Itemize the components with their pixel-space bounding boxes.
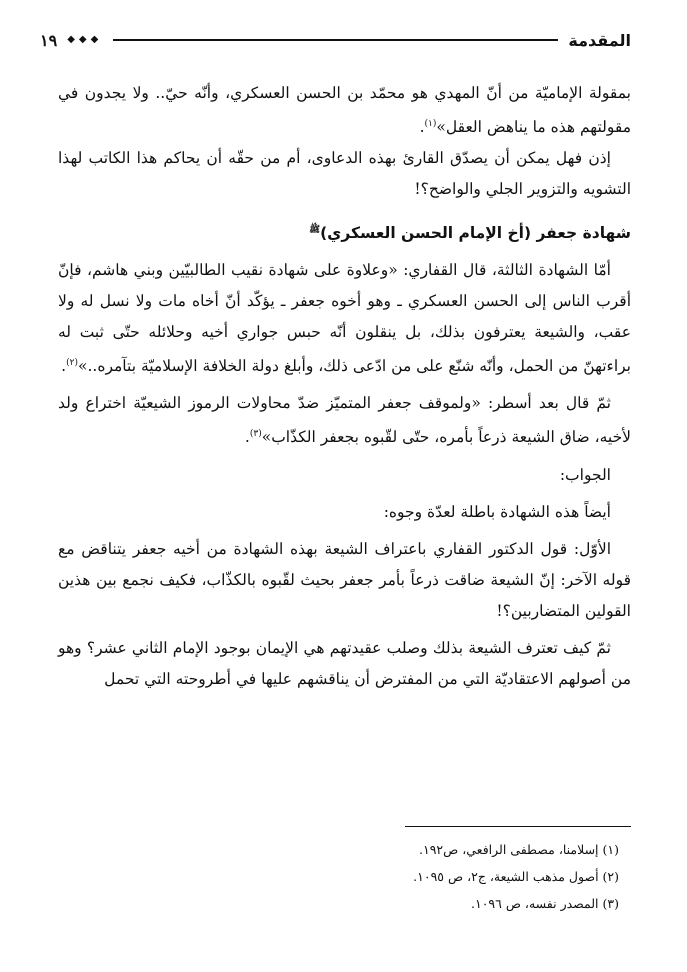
footnote: (١) إسلامنا، مصطفى الرافعي، ص١٩٢. — [419, 842, 619, 857]
paragraph: بمقولة الإماميّة من أنّ المهدي هو محمّد بن الحسن العسكري، وأنّه حيّ.. ولا يجدون في مقولتهم هذه ما يناهض العقل»$^{(١)}$. — [58, 84, 631, 137]
paragraph: ثمّ كيف تعترف الشيعة بذلك وصلب عقيدتهم هي الإيمان بوجود الإمام الثاني عشر؟ وهو من أصولهم الاعتقاديّة التي من المفترض أن يناقشهم عليها في أطروحته التي تحمل — [58, 638, 631, 688]
section-heading: شهادة جعفر (أخ الإمام الحسن العسكري)$^ﷺ$ — [309, 224, 631, 243]
page-header — [40, 28, 631, 52]
header-rule — [67, 34, 558, 46]
chapter-title: المقدمة — [568, 30, 631, 50]
paragraph: أمّا الشهادة الثالثة، قال القفاري: «وعلاوة على شهادة نقيب الطالبيّين وبني هاشم، فإنّ أقرب الناس إلى الحسن العسكري ـ وهو أخوه جعفر ـ يؤكّد أنّ أخاه مات ولا نسل له ولا عقب، والشيعة يعترفون بذلك، بل ينقلون أنّه حبس جواري أخيه وحلائله حتّى ثبت له براءتهنّ من الحمل، وأنّه شنّع على من ادّعى ذلك، وأبلغ دولة الخلافة الإسلاميّة بتآمره..»$^{(٢)}$. — [58, 261, 631, 376]
paragraph: الأوّل: قول الدكتور القفاري باعتراف الشيعة بهذه الشهادة من أخيه جعفر يتناقض مع قوله الآخر: إنّ الشيعة ضاقت ذرعاً بأمر جعفر بحيث لقّبوه بالكذّاب، فكيف نجمع بين هذين القولين المتضاربين؟! — [58, 539, 631, 620]
page-number: ١٩ — [40, 30, 58, 50]
paragraph: الجواب: — [559, 465, 611, 484]
header-line — [113, 39, 558, 41]
footnote: (٣) المصدر نفسه، ص ١٠٩٦. — [471, 896, 619, 911]
paragraph: ثمّ قال بعد أسطر: «ولموقف جعفر المتميّز ضدّ محاولات الرموز الشيعيّة اختراع ولد لأخيه، ضاق الشيعة ذرعاً بأمره، حتّى لقّبوه بجعفر الكذّاب»$^{(٣)}$. — [58, 394, 631, 447]
footnote-separator — [405, 826, 631, 827]
footnote-ref: (١) — [424, 119, 437, 129]
honorific-icon: ﷺ — [309, 225, 321, 236]
footnote-ref: (٣) — [249, 429, 262, 440]
paragraph: إذن فهل يمكن أن يصدّق القارئ بهذه الدعاوى، أم من حقّه أن يحاكم هذا الكاتب لهذا التشويه والتزوير الجلي والواضح؟! — [58, 149, 631, 199]
footnotes — [58, 836, 631, 917]
footnote-ref: (٢) — [66, 358, 78, 369]
body-text — [58, 78, 631, 695]
footnote: (٢) أصول مذهب الشيعة، ج٢، ص ١٠٩٥. — [413, 869, 619, 884]
paragraph: أيضاً هذه الشهادة باطلة لعدّة وجوه: — [383, 502, 611, 521]
diamond-ornament-icon: ◆◆◆ — [67, 34, 103, 45]
